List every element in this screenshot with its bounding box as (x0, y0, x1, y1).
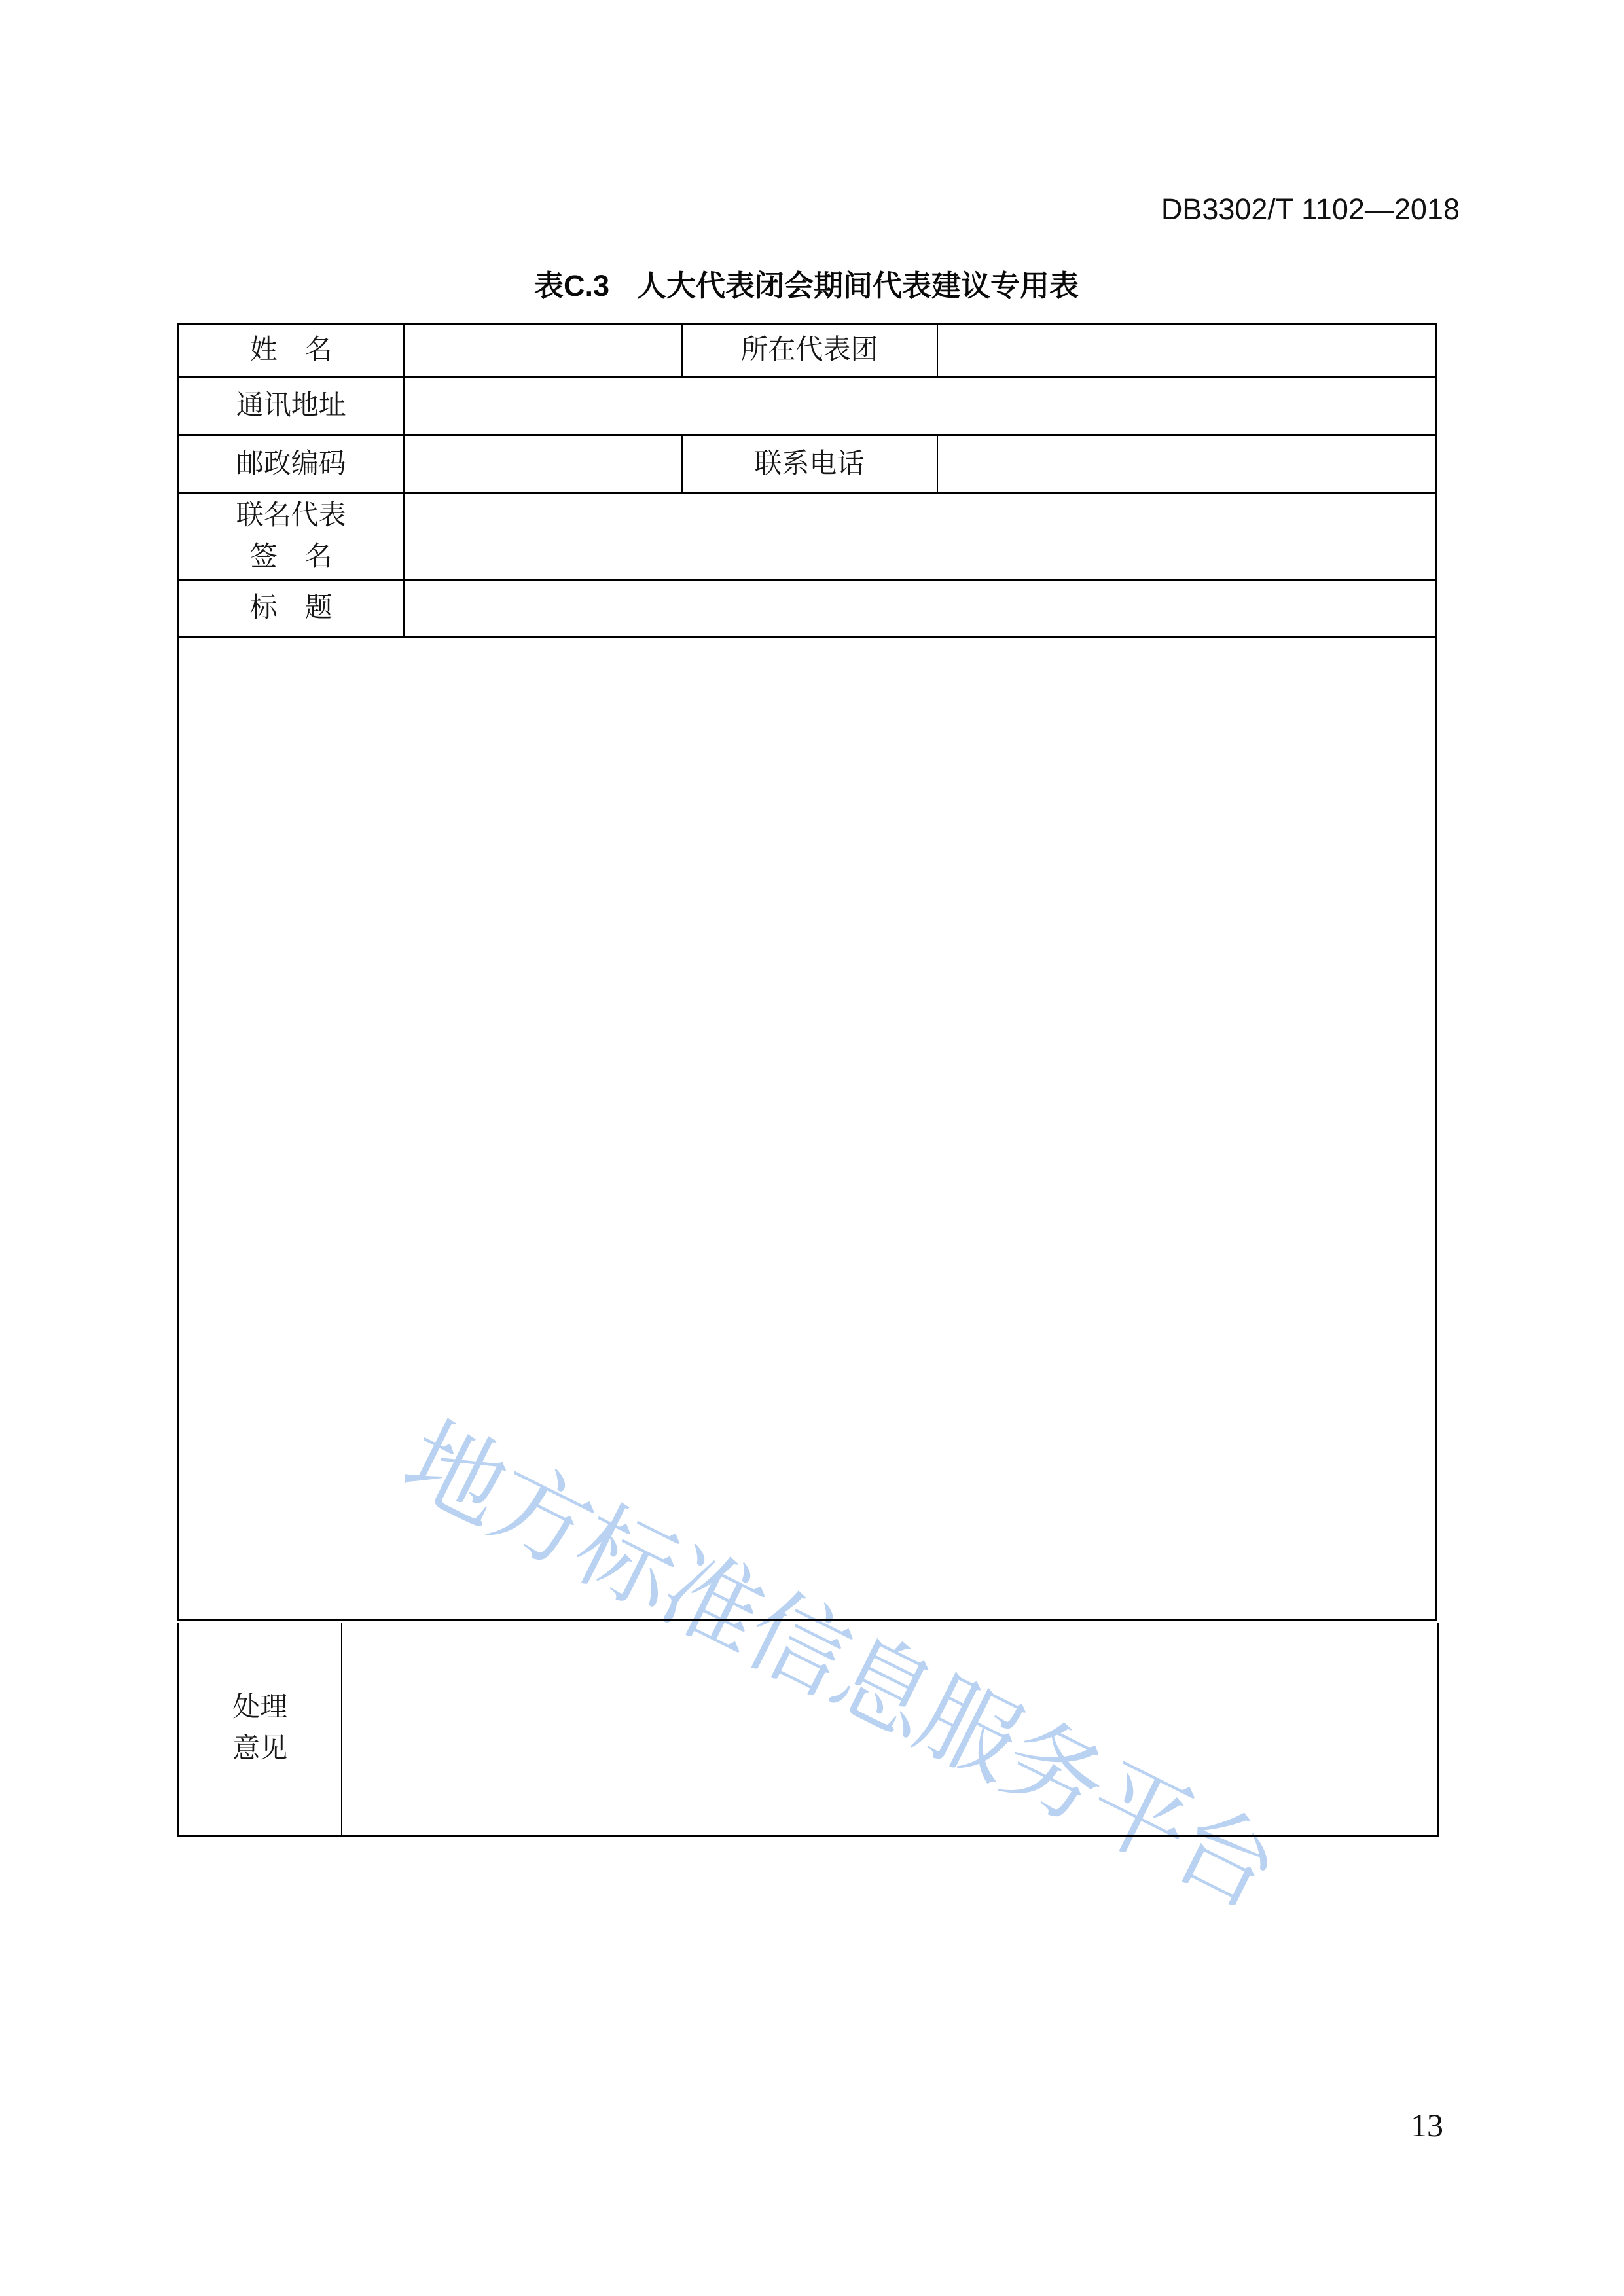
joint-signature-value-cell (404, 493, 1437, 580)
row-title (179, 580, 1437, 637)
joint-signature-label (179, 493, 404, 580)
handling-opinion-label (179, 1623, 342, 1835)
row-postcode-phone (179, 435, 1437, 493)
joint-signature-label-line1: 联名代表 (236, 500, 346, 531)
row-suggestion-content (179, 637, 1437, 1620)
title-label: 标 题 (179, 580, 404, 637)
phone-label: 联系电话 (682, 435, 937, 493)
handling-opinion-value-cell (342, 1623, 1439, 1835)
handling-opinion-table (177, 1623, 1439, 1837)
row-name-delegation (179, 325, 1437, 377)
table-caption-number: 表C.3 (533, 269, 609, 302)
suggestion-form-table (177, 323, 1437, 1621)
postcode-value-cell (404, 435, 682, 493)
watermark-text: 地方标准信息服务平台 (388, 1404, 1291, 1928)
phone-value-cell (937, 435, 1437, 493)
joint-signature-label-line2: 签 名 (249, 541, 333, 572)
name-value-cell (404, 325, 682, 377)
row-address (179, 377, 1437, 435)
page-number: 13 (1411, 2107, 1443, 2144)
handling-opinion-label-line1: 处理 (232, 1692, 288, 1723)
delegation-label: 所在代表团 (682, 325, 937, 377)
handling-opinion-label-line2: 意见 (232, 1733, 288, 1764)
row-handling-opinion (179, 1623, 1439, 1835)
suggestion-content-cell (179, 637, 1437, 1620)
standard-code: DB3302/T 1102—2018 (1161, 192, 1460, 226)
postcode-label: 邮政编码 (179, 435, 404, 493)
address-label: 通讯地址 (179, 377, 404, 435)
row-joint-signatures (179, 493, 1437, 580)
table-caption-title: 人大代表闭会期间代表建议专用表 (637, 269, 1079, 302)
address-value-cell (404, 377, 1437, 435)
name-label: 姓 名 (179, 325, 404, 377)
title-value-cell (404, 580, 1437, 637)
table-caption (177, 262, 1435, 304)
delegation-value-cell (937, 325, 1437, 377)
